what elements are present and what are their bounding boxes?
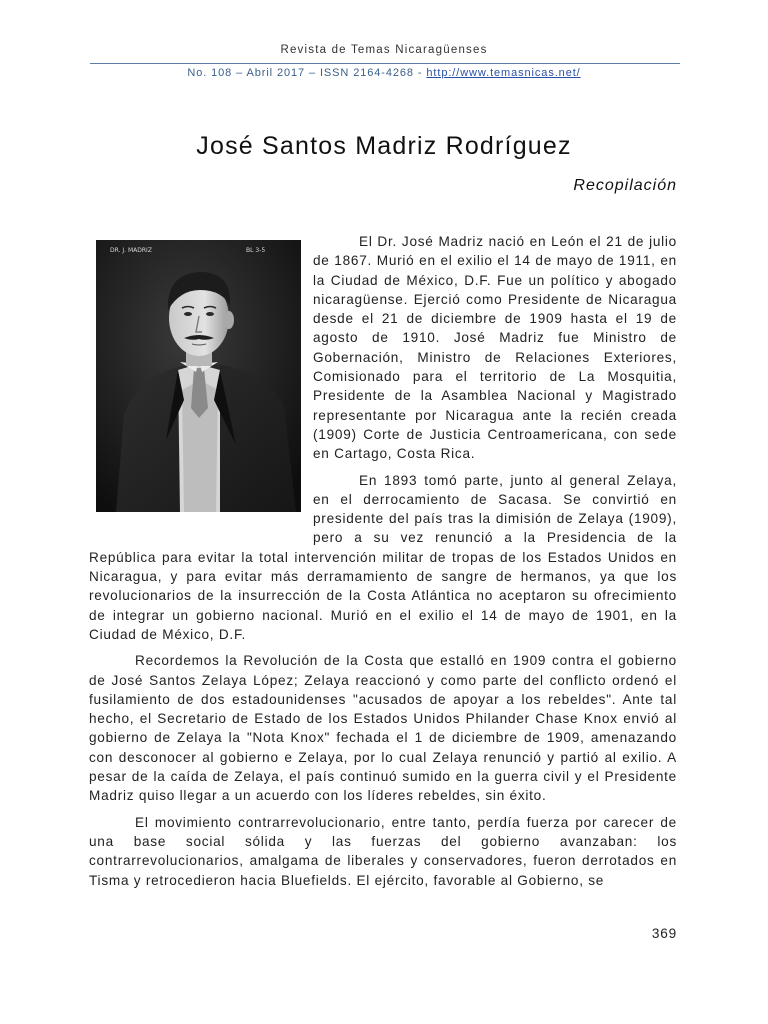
photo-caption-right: BL 3-5 [246, 247, 266, 254]
paragraph: El Dr. José Madriz nació en León el 21 de julio de 1867. Murió en el exilio el 14 de mayo de 1911, en la Ciudad de México, D.F. Fue un político y abogado nicaragüense. Ejerció como Presidente de Nicaragua desde el 21 de diciembre de 1909 hasta el 19 de agosto de 1910. José Madriz fue Ministro de Gobernación, Ministro de Relaciones Exteriores, Comisionado para el territorio de La Mosquitia, Presidente de la Asamblea Nacional y Magistrado representante por Nicaragua ante la recién creada (1909) Corte de Justicia Centroamericana, con sede en Cartago, Costa Rica. [313, 234, 677, 462]
paragraph: Recordemos la Revolución de la Costa que estalló en 1909 contra el gobierno de José Santos Zelaya López; Zelaya reaccionó y como parte del conflicto ordenó el fusilamiento de dos estadounidenses "acusados de apoyar a los rebeldes". Ante tal hecho, el Secretario de Estado de los Estados Unidos Philander Chase Knox envió al gobierno de Zelaya la "Nota Knox" fechada el 1 de diciembre de 1909, amenazando con desconocer al gobierno e Zelaya, por lo cual Zelaya renunció y partió al exilio. A pesar de la caída de Zelaya, el país continuó sumido en la guerra civil y el Presidente Madriz quiso llegar a un acuerdo con los líderes rebeldes, sin éxito. [89, 653, 677, 804]
header-divider [90, 63, 680, 64]
website-link[interactable]: http://www.temasnicas.net/ [426, 67, 581, 79]
issue-info [0, 67, 768, 79]
journal-title: Revista de Temas Nicaragüenses [280, 44, 488, 56]
article-subtitle: Recopilación [573, 177, 677, 194]
photo-spacer [89, 232, 313, 542]
issue-details: No. 108 – Abril 2017 – ISSN 2164-4268 - [187, 67, 427, 79]
article-body [89, 232, 677, 897]
page-number: 369 [651, 926, 677, 941]
photo-caption-left: DR. J. MADRIZ [110, 247, 152, 254]
paragraph: En 1893 tomó parte, junto al general Zelaya, en el derrocamiento de Sacasa. Se convirtió en presidente del país tras la dimisión de Zelaya (1909), pero a su vez renunció a la Presidencia de la República para evitar la total intervención militar de tropas de los Estados Unidos en Nicaragua, y para evitar más derramamiento de sangre de hermanos, ya que los revolucionarios de la insurrección de la Costa Atlántica no aceptaron su ofrecimiento de integrar un gobierno nacional. Murió en el exilio el 14 de mayo de 1901, en la Ciudad de México, D.F. [89, 472, 677, 642]
paragraph: El movimiento contrarrevolucionario, entre tanto, perdía fuerza por carecer de una base social sólida y las fuerzas del gobierno avanzaban: los contrarrevolucionarios, amalgama de liberales y conservadores, fueron derrotados en Tisma y retrocedieron hacia Bluefields. El ejército, favorable al Gobierno, se [89, 814, 677, 888]
article-title: José Santos Madriz Rodríguez [196, 131, 572, 160]
